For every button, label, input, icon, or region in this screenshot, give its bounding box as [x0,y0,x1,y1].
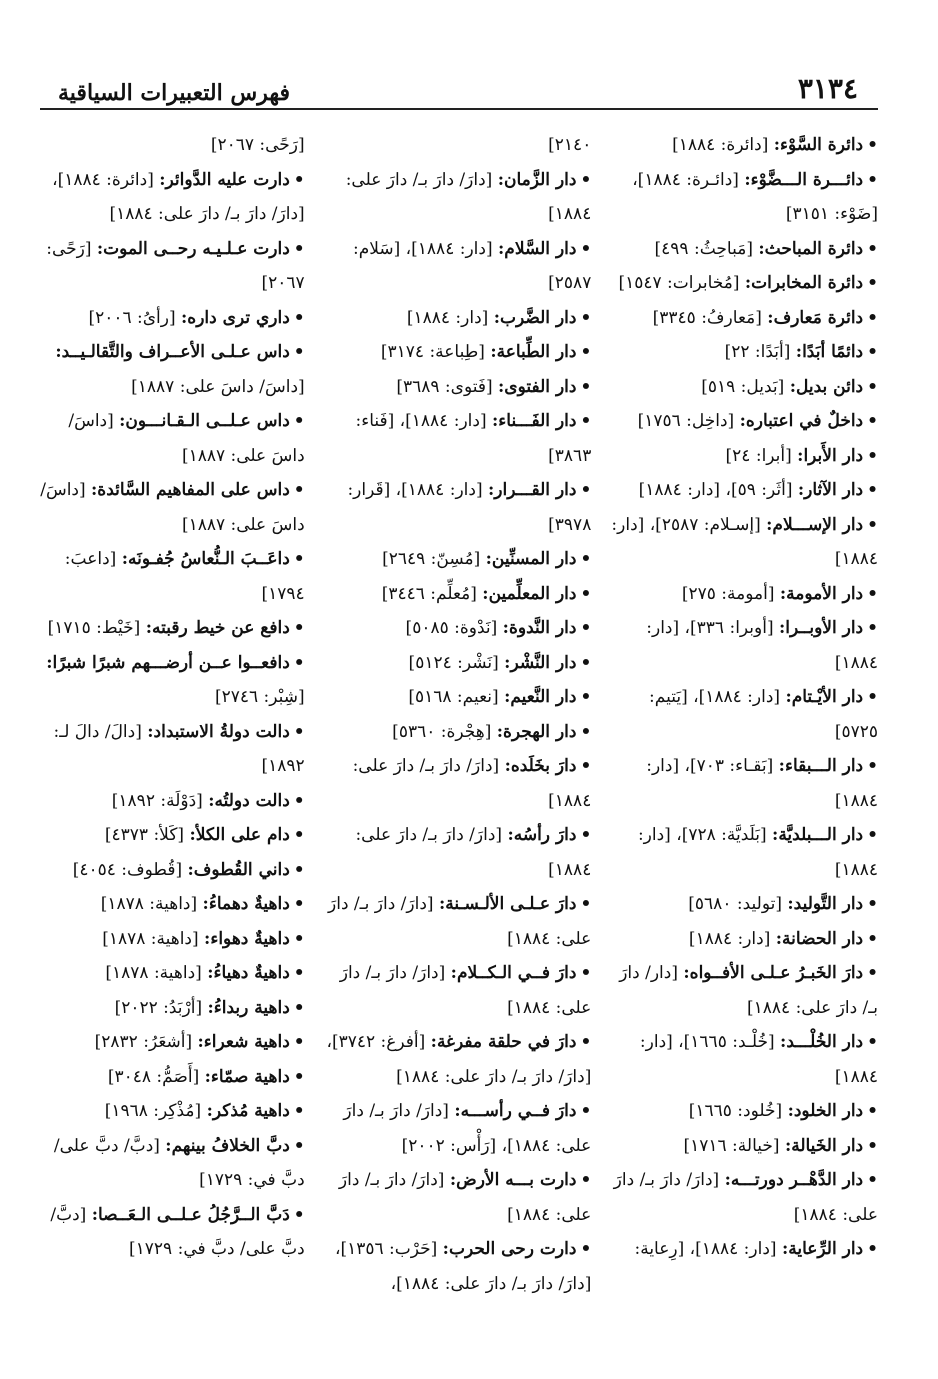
bullet-icon: • [867,514,878,535]
bullet-icon: • [867,480,878,500]
entry-term: دالت دولتُه: [208,790,290,811]
entry-term: دافعــوا عــن أرضـــهم شبرًا شبرًا: [46,652,290,673]
index-entry [36,542,305,611]
index-entry [36,646,305,715]
entry-term: داني القُطوف: [187,859,290,880]
bullet-icon: • [580,238,592,259]
page-number: ٣١٣٤ [797,72,858,105]
index-entry [323,128,592,163]
entry-reference: [دارَ/ دارَ بـ/ دارَ على: ١٨٨٤] [345,169,592,224]
entry-reference: [دَوْلَة: ١٨٩٢] [111,790,203,811]
entry-term: دارَ فــي رأســـه: [454,1101,577,1121]
entry-term: دارت رحى الحرب: [442,1239,577,1259]
entry-term: دار الإســـلام: [766,514,864,535]
entry-reference: [أرْبَدُ: ٢٠٢٢] [114,997,203,1018]
index-column-right [609,128,878,1358]
entry-reference: [دار: ١٨٨٤]، [رِعاية: [634,1239,777,1259]
page-title: فهرس التعبيرات السياقية [58,80,291,106]
entry-term: دار الزَّمان: [497,169,577,190]
index-entry [609,163,878,232]
entry-term: دارَ الخَبـرُ عـلـى الأفــواه: [683,963,864,983]
entry-term: دار الرِّعاية: [781,1239,864,1259]
bullet-icon: • [293,790,305,811]
bullet-icon: • [293,342,305,362]
index-entry [609,887,878,922]
entry-term: داخلٌ في اعتباره: [739,411,864,431]
entry-reference: ٢١٤٠] [548,135,592,155]
bullet-icon: • [293,169,305,190]
entry-term: دائرة مَعارف: [767,307,864,328]
bullet-icon: • [293,928,305,949]
index-entry [323,473,592,542]
entry-reference: [دالَ/ دالَ لـ: ١٨٩٢] [53,721,305,776]
index-entry [323,542,592,577]
entry-term: دار القـــرار: [488,480,577,500]
entry-reference: [مَباحِثُ: ٤٩٩] [654,238,753,259]
entry-term: دائرة السَّوْء: [773,135,864,155]
index-entry [609,404,878,439]
index-entry [323,232,592,301]
entry-term: دار المعلِّمين: [482,583,577,604]
index-entry [323,404,592,473]
entry-reference: [خُلْـد: ١٦٦٥]، [دار: ١٨٨٤] [639,1032,878,1087]
entry-reference: [خَيْط: ١٧١٥] [47,618,141,638]
index-entry [36,784,305,819]
entry-term: دار السَّلام: [498,238,577,259]
entry-reference: [داهية: ١٨٧٨] [100,894,198,914]
bullet-icon: • [867,928,878,949]
index-entry [323,887,592,956]
entry-term: دار المسنِّين: [485,549,577,569]
entry-reference: [مُسِنّ: ٢٦٤٩] [382,549,481,569]
entry-reference: [دار: ١٨٨٤]، [يَتيم: ٥٧٢٥] [649,687,878,742]
entry-term: داهية شعراء: [197,1032,290,1052]
entry-term: داهيةٌ دهياءُ: [207,963,290,983]
bullet-icon: • [580,1101,592,1121]
index-entry [323,818,592,887]
bullet-icon: • [580,1239,592,1259]
entry-term: دائمًا أبَدًا: [795,342,864,362]
entry-term: دارَ فــي الـكــلام: [450,963,577,983]
bullet-icon: • [580,825,592,845]
bullet-icon: • [293,238,305,259]
index-entry [609,818,878,887]
entry-reference: [مُخابرات: ١٥٤٧] [618,273,740,293]
index-entry [36,887,305,922]
index-entry [609,749,878,818]
index-entry [36,818,305,853]
bullet-icon: • [867,756,878,776]
entry-term: داهيةٌ دهواء: [204,928,290,949]
index-column-middle [323,128,592,1358]
entry-term: داهية مُذكر: [206,1101,290,1121]
bullet-icon: • [580,652,592,673]
bullet-icon: • [580,1032,592,1052]
entry-term: دار الخَيالة: [784,1135,864,1156]
entry-term: دار الـــبقاء: [778,756,864,776]
bullet-icon: • [867,963,878,983]
entry-reference: [داسَ/ داسَ على: ١٨٨٧] [68,411,305,466]
index-entry [36,163,305,232]
entry-term: دار الـــبلديَّة: [772,825,864,845]
entry-term: داعَــبَ الـنُّعاسُ جُفـونَه: [121,549,290,569]
bullet-icon: • [867,1170,878,1190]
index-entry [36,1094,305,1129]
entry-reference: [رأىُ: ٢٠٠٦] [88,307,176,328]
entry-reference: [داسَ/ داسَ على: ١٨٨٧] [131,376,305,397]
entry-term: دام على الكلأ: [189,825,290,845]
entry-reference: [خيالة: ١٧١٦] [683,1135,780,1156]
bullet-icon: • [293,1204,305,1225]
entry-reference: [داعبَ: ١٧٩٤] [64,549,305,604]
bullet-icon: • [293,894,305,914]
bullet-icon: • [867,342,878,362]
bullet-icon: • [867,238,878,259]
bullet-icon: • [580,411,592,431]
index-entry [323,1094,592,1163]
bullet-icon: • [293,1032,305,1052]
index-entry [36,922,305,957]
bullet-icon: • [580,756,592,776]
entry-reference: [داهية: ١٨٧٨] [105,963,202,983]
entry-reference: [أَصَمُّ: ٣٠٤٨] [107,1066,200,1087]
entry-term: دار النَّشْر: [504,652,577,673]
entry-term: دار الطِّباعة: [490,342,577,362]
index-entry [323,956,592,1025]
bullet-icon: • [867,135,878,155]
entry-term: دارَ عـلـى الألـسـنة: [438,894,577,914]
entry-reference: [داهية: ١٨٧٨] [102,928,199,949]
bullet-icon: • [867,169,878,190]
index-entry [36,715,305,784]
index-entry [36,404,305,473]
index-entry [36,1198,305,1267]
index-entry [36,1060,305,1095]
bullet-icon: • [293,1101,305,1121]
index-entry [609,1232,878,1267]
bullet-icon: • [293,652,305,673]
bullet-icon: • [580,342,592,362]
index-entry [323,646,592,681]
index-entry [609,922,878,957]
bullet-icon: • [580,376,592,397]
entry-term: دبَّ الخلافُ بينهم: [165,1135,290,1156]
entry-term: دارت عـلـيـه رحــى الموت: [96,238,290,259]
bullet-icon: • [867,618,878,638]
bullet-icon: • [293,963,305,983]
index-columns [36,128,878,1358]
index-entry [609,577,878,612]
entry-term: دار الفَـــناء: [492,411,577,431]
bullet-icon: • [867,1135,878,1156]
entry-reference: [دارَ/ دارَ بـ/ دارَ على: ١٨٨٤] [338,1170,592,1225]
entry-reference: [دار: ١٨٨٤] [688,928,771,949]
entry-term: دار النَّدوة: [502,618,577,638]
entry-term: دَبَّ الــرَّجُلُ عـلــى الـعَــصا: [91,1204,290,1225]
index-entry [323,611,592,646]
index-entry [323,1232,592,1301]
index-entry [36,301,305,336]
entry-reference: [دائرة: ١٨٨٤] [672,135,769,155]
index-entry [609,370,878,405]
bullet-icon: • [867,894,878,914]
bullet-icon: • [580,549,592,569]
entry-reference: [دار: ١٨٨٤] [406,307,489,328]
entry-term: دار الأَبرا: [797,445,864,466]
entry-term: دائرة المباحث: [758,238,864,259]
index-entry [323,680,592,715]
entry-term: دائـــرة الـــضَّوْء: [744,169,864,190]
entry-term: دارَ بخَلَده: [504,756,577,776]
entry-reference: [دار: ١٨٨٤]، [فَناء: ٣٨٦٣] [355,411,592,466]
entry-term: داس عـلـى الأعــراف والتَّقالـيــد: [55,342,290,362]
entry-reference: [رَحًى: ٢٠٦٧] [46,238,305,293]
index-entry [36,473,305,542]
entry-reference: [حَرْب: ١٣٥٦]، [دارَ/ دارَ بـ/ دارَ على: ١٨٨٤]، [334,1239,592,1294]
bullet-icon: • [293,721,305,742]
entry-term: دار الخلود: [787,1101,864,1121]
entry-term: داس عـلــى الـقـانـــون: [119,411,290,431]
bullet-icon: • [580,480,592,500]
entry-term: دار النَّعيم: [504,687,577,707]
entry-reference: [أفرغ: ٣٧٤٢]، [دارَ/ دارَ بـ/ دارَ على: ١٨٨٤] [326,1032,592,1087]
entry-reference: [خُلود: ١٦٦٥] [688,1101,783,1121]
index-entry [36,232,305,301]
bullet-icon: • [293,859,305,880]
entry-reference: [دارَ/ دارَ بـ/ دارَ على: ١٨٨٤] [613,1170,878,1225]
entry-reference: [دارَ/ دارَ بـ/ دارَ على: ١٨٨٤] [339,963,592,1018]
index-entry [609,508,878,577]
index-entry [36,1025,305,1060]
index-entry [609,473,878,508]
entry-reference: [داسَ/ داسَ على: ١٨٨٧] [40,480,305,535]
entry-reference: [دارَ/ دارَ بـ/ دارَ على: ١٨٨٤] [355,825,592,880]
entry-reference: [طِباعة: ٣١٧٤] [380,342,485,362]
bullet-icon: • [580,1170,592,1190]
bullet-icon: • [867,307,878,328]
index-entry [323,715,592,750]
entry-reference: [نعيم: ٥١٦٨] [408,687,499,707]
index-entry [609,232,878,267]
entry-reference: [دارَ/ دارَ بـ/ دارَ على: ١٨٨٤] [352,756,592,811]
entry-reference: [أوبرا: ٣٣٦]، [دار: ١٨٨٤] [646,618,878,673]
bullet-icon: • [293,618,305,638]
index-entry [609,335,878,370]
entry-term: دار الضَّرب: [493,307,577,328]
entry-reference: [أبَدًا: ٢٢] [724,342,791,362]
bullet-icon: • [867,1032,878,1052]
entry-reference: [بَديل: ٥١٩] [701,376,785,397]
index-entry [323,301,592,336]
entry-reference: [دار/ دارَ بـ/ دارَ على: ١٨٨٤] [619,963,878,1018]
index-entry [609,1025,878,1094]
index-entry [609,1094,878,1129]
entry-reference: [نَدْوة: ٥٠٨٥] [405,618,498,638]
bullet-icon: • [293,1066,305,1087]
entry-reference: [دارَ/ دارَ بـ/ دارَ على: ١٨٨٤] [328,894,592,949]
entry-reference: [نَشْر: ٥١٢٤] [408,652,499,673]
index-entry [36,853,305,888]
bullet-icon: • [293,549,305,569]
index-entry [323,749,592,818]
entry-reference: [بَقـاء: ٧٠٣]، [دار: ١٨٨٤] [646,756,878,811]
index-entry [323,370,592,405]
entry-term: داهيةٌ دهماءُ: [202,894,290,914]
index-entry [609,439,878,474]
index-entry [36,956,305,991]
bullet-icon: • [580,169,592,190]
entry-reference: [مُعلِّم: ٣٤٤٦] [381,583,477,604]
entry-reference: [دبَّ/ دبَّ على/ دبَّ في: ١٧٢٩] [53,1135,305,1190]
index-entry [609,956,878,1025]
bullet-icon: • [293,825,305,845]
index-entry [36,128,305,163]
entry-reference: [رَحًى: ٢٠٦٧] [210,135,305,155]
bullet-icon: • [867,273,878,293]
bullet-icon: • [580,687,592,707]
index-entry [36,611,305,646]
index-entry [609,301,878,336]
entry-reference: [دارَ/ دارَ بـ/ دارَ على: ١٨٨٤]، [رَأْس: ٢٠٠٢] [343,1101,592,1156]
entry-term: دافع عن خيط رقبته: [145,618,290,638]
bullet-icon: • [293,997,305,1018]
entry-term: دارَ رأسُه: [507,825,577,845]
entry-reference: [دار: ١٨٨٤]، [قَرار: ٣٩٧٨] [347,480,592,535]
entry-reference: [أبرا: ٢٤] [725,445,792,466]
entry-term: داري ترى داره: [181,307,290,328]
index-column-left [36,128,305,1358]
entry-term: دائن بديل: [789,376,864,397]
bullet-icon: • [867,445,878,466]
entry-term: دارت عليه الدَّوائر: [159,169,290,190]
index-entry [323,163,592,232]
entry-reference: [هِجْرة: ٥٣٦٠] [392,721,492,742]
index-entry [609,680,878,749]
bullet-icon: • [867,1239,878,1259]
entry-term: دار الحضانة: [775,928,864,949]
entry-term: دارت بـــه الأرض: [449,1170,577,1190]
index-entry [323,1163,592,1232]
index-entry [323,577,592,612]
entry-reference: [دبَّ/ دبَّ على/ دبَّ في: ١٧٢٩] [50,1204,305,1259]
index-entry [323,1025,592,1094]
entry-reference: [إسـلام: ٢٥٨٧]، [دار: ١٨٨٤] [611,514,878,569]
bullet-icon: • [867,376,878,397]
bullet-icon: • [580,307,592,328]
entry-reference: [دائرة: ١٨٨٤]، [دارَ/ دارَ بـ/ دارَ على: ١٨٨٤] [52,169,305,224]
entry-term: داهية ربداءُ: [207,997,290,1018]
entry-term: دار الهجرة: [496,721,577,742]
bullet-icon: • [293,480,305,500]
bullet-icon: • [867,687,878,707]
entry-reference: [بَلَديَّة: ٧٢٨]، [دار: ١٨٨٤] [637,825,878,880]
entry-reference: [أثَر: ٥٩]، [دار: ١٨٨٤] [638,480,793,500]
bullet-icon: • [293,307,305,328]
entry-reference: [دائـرة: ١٨٨٤]، [ضَوْء: ٣١٥١] [632,169,878,224]
bullet-icon: • [580,721,592,742]
entry-term: دار الدَّهْــر دورتـــه: [724,1170,864,1190]
entry-term: دار الآثار: [797,480,864,500]
index-entry [609,128,878,163]
entry-reference: [مُذْكِر: ١٩٦٨] [104,1101,202,1121]
entry-term: دار الفتوى: [498,376,577,397]
entry-reference: [فَتوى: ٣٦٨٩] [396,376,493,397]
index-entry [609,266,878,301]
bullet-icon: • [867,583,878,604]
entry-term: دار التَّوليد: [787,894,864,914]
bullet-icon: • [580,894,592,914]
index-entry [36,335,305,404]
index-entry [609,611,878,680]
entry-term: داس على المفاهيم السَّائدة: [91,480,290,500]
entry-reference: [توليد: ٥٦٨٠] [688,894,782,914]
entry-reference: [أمومة: ٢٧٥] [681,583,775,604]
entry-term: دائرة المخابرات: [744,273,864,293]
entry-reference: [شِبْر: ٢٧٤٦] [214,687,305,707]
bullet-icon: • [293,1135,305,1156]
index-entry [609,1163,878,1232]
entry-term: دار الأوبــرا: [779,618,864,638]
entry-term: داهية صمّاء: [204,1066,290,1087]
index-entry [323,335,592,370]
bullet-icon: • [580,963,592,983]
entry-reference: [دار: ١٨٨٤]، [سَلام: ٢٥٨٧] [353,238,592,293]
bullet-icon: • [580,618,592,638]
index-entry [609,1129,878,1164]
bullet-icon: • [580,583,592,604]
entry-term: دار الأمومة: [779,583,864,604]
entry-reference: [داخِل: ١٧٥٦] [637,411,735,431]
entry-reference: [أشعَرُ: ٢٨٣٢] [94,1032,193,1052]
entry-reference: [كَلأ: ٤٣٧٣] [104,825,185,845]
entry-term: دار الخُلْـــد: [780,1032,864,1052]
entry-term: دارَ في حلقة مفرغة: [430,1032,577,1052]
bullet-icon: • [867,825,878,845]
index-entry [36,991,305,1026]
page-header [40,58,878,110]
entry-reference: [مَعارفُ: ٣٣٤٥] [652,307,762,328]
entry-reference: [قُطوف: ٤٠٥٤] [72,859,183,880]
bullet-icon: • [867,1101,878,1121]
entry-term: دالت دولةُ الاستبداد: [147,721,290,742]
entry-term: دار الأيْـتام: [785,687,864,707]
bullet-icon: • [293,411,305,431]
index-entry [36,1129,305,1198]
bullet-icon: • [867,411,878,431]
